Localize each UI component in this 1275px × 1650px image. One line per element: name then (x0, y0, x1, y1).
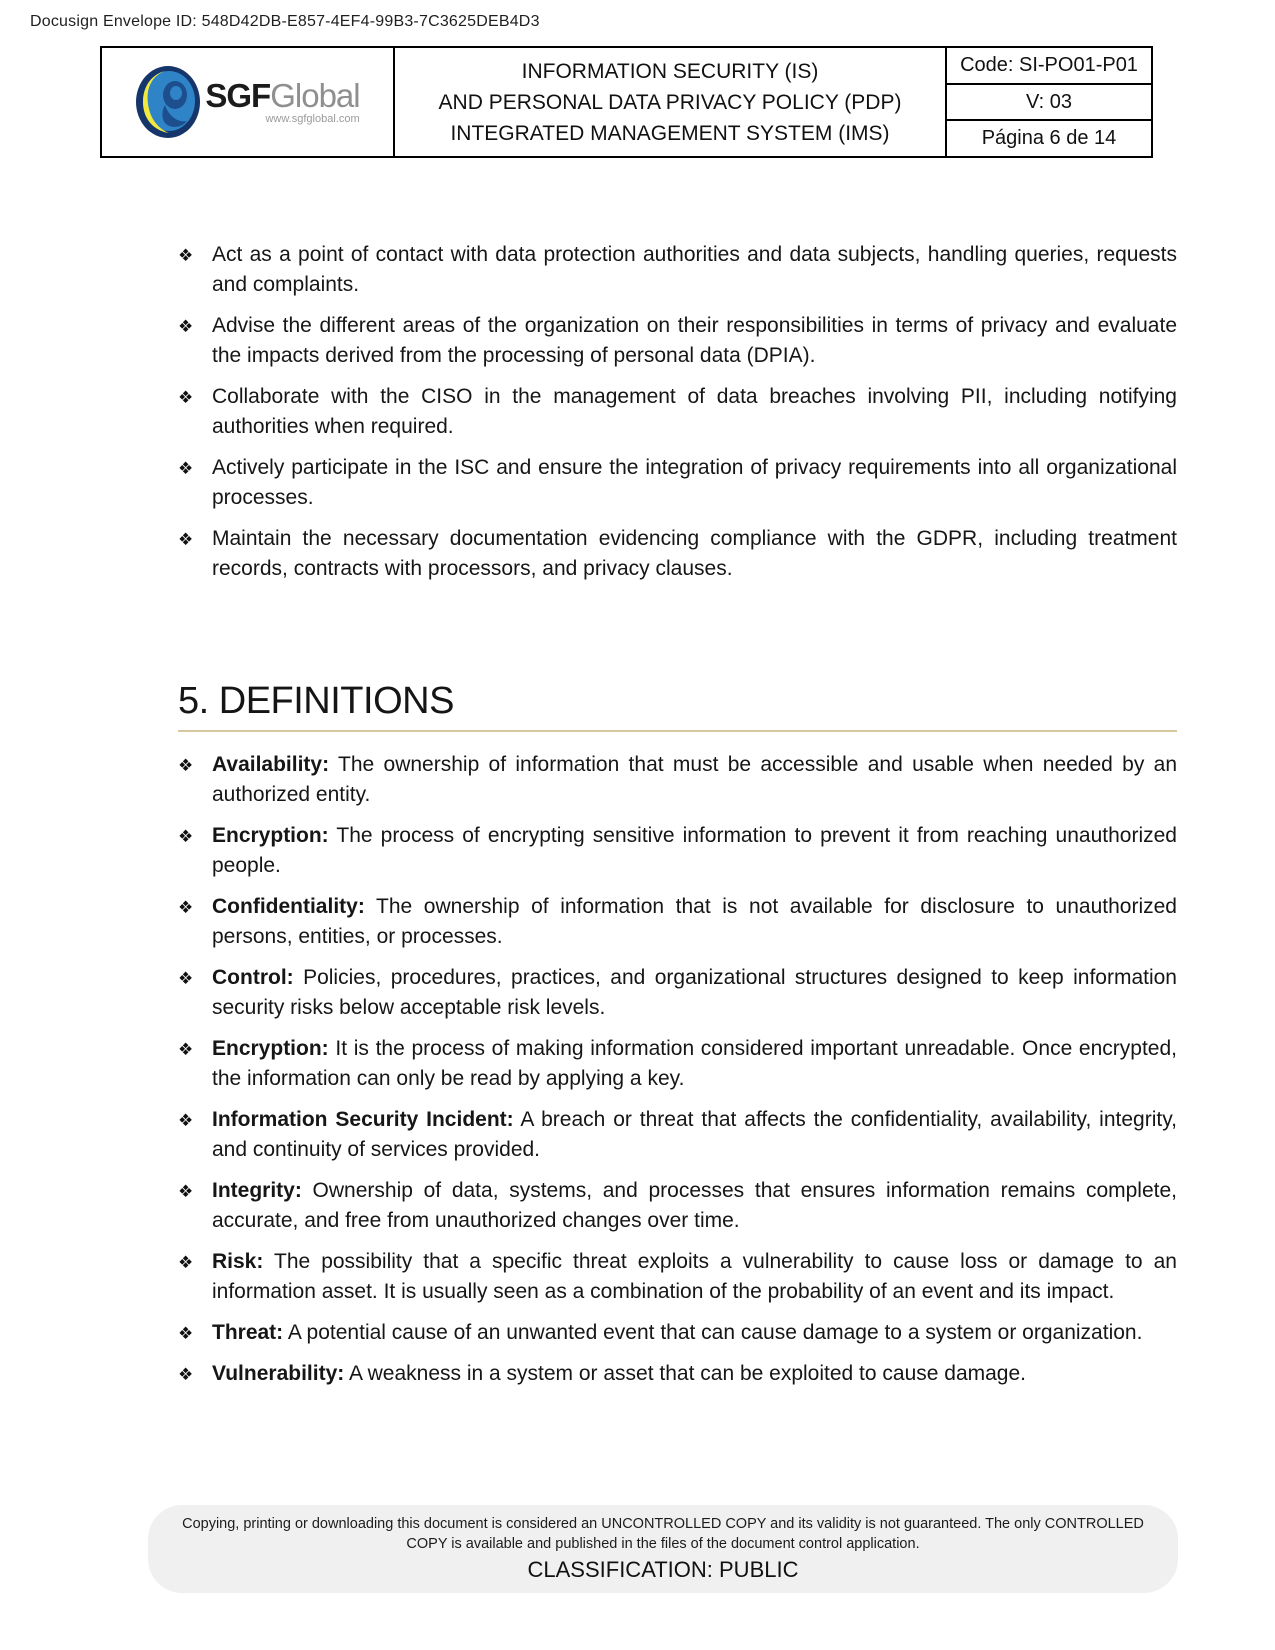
title-line-3: INTEGRATED MANAGEMENT SYSTEM (IMS) (450, 121, 890, 145)
definition-term: Vulnerability: (212, 1362, 345, 1385)
definition-term: Confidentiality: (212, 895, 365, 918)
title-line-2: AND PERSONAL DATA PRIVACY POLICY (PDP) (438, 90, 902, 114)
definition-item (178, 892, 1177, 952)
list-item-text: Collaborate with the CISO in the management of data breaches involving PII, including notifying authorities when required. (212, 385, 1177, 438)
definition-term: Threat: (212, 1321, 284, 1344)
definition-item (178, 963, 1177, 1023)
list-item-text: Act as a point of contact with data protection authorities and data subjects, handling queries, requests and complaints. (212, 243, 1177, 296)
logo-cell (102, 48, 395, 156)
list-item (178, 311, 1177, 371)
document-version: V: 03 (947, 83, 1151, 120)
document-page-number: Página 6 de 14 (947, 119, 1151, 156)
diamond-bullet-icon: ❖ (178, 459, 194, 478)
diamond-bullet-icon: ❖ (178, 827, 194, 846)
list-item-text: Advise the different areas of the organization on their responsibilities in terms of privacy and evaluate the impacts derived from the processing of personal data (DPIA). (212, 314, 1177, 367)
definition-text: A breach or threat that affects the confidentiality, availability, integrity, and continuity of services provided. (212, 1108, 1177, 1161)
logo-website: www.sgfglobal.com (265, 113, 360, 125)
diamond-bullet-icon: ❖ (178, 1324, 194, 1343)
diamond-bullet-icon: ❖ (178, 756, 194, 775)
heading-rule (178, 730, 1177, 732)
definition-term: Control: (212, 966, 294, 989)
definition-text: Policies, procedures, practices, and organizational structures designed to keep information security risks below acceptable risk levels. (212, 966, 1177, 1019)
definition-item (178, 1105, 1177, 1165)
section-heading-definitions: 5. DEFINITIONS (178, 680, 454, 722)
definition-text: The ownership of information that must be accessible and usable when needed by an authorized entity. (212, 753, 1177, 806)
definition-item (178, 1318, 1177, 1348)
logo-brand-light: Global (270, 77, 360, 114)
logo-brand-bold: SGF (205, 77, 271, 114)
list-item (178, 240, 1177, 300)
definition-text: The possibility that a specific threat exploits a vulnerability to cause loss or damage to an information asset. It is usually seen as a combination of the probability of an event and its impact. (212, 1250, 1177, 1303)
definition-term: Information Security Incident: (212, 1108, 514, 1131)
document-title-cell (395, 48, 945, 156)
diamond-bullet-icon: ❖ (178, 1182, 194, 1201)
definition-text: A potential cause of an unwanted event that can cause damage to a system or organization. (287, 1321, 1143, 1344)
list-item (178, 524, 1177, 584)
list-item-text: Actively participate in the ISC and ensure the integration of privacy requirements into all organizational processes. (212, 456, 1177, 509)
definition-item (178, 821, 1177, 881)
document-code: Code: SI-PO01-P01 (960, 53, 1138, 76)
docusign-envelope-id: Docusign Envelope ID: 548D42DB-E857-4EF4-99B3-7C3625DEB4D3 (30, 13, 540, 30)
definition-item (178, 750, 1177, 810)
diamond-bullet-icon: ❖ (178, 1253, 194, 1272)
diamond-bullet-icon: ❖ (178, 1365, 194, 1384)
globe-icon (135, 65, 201, 139)
diamond-bullet-icon: ❖ (178, 969, 194, 988)
diamond-bullet-icon: ❖ (178, 246, 194, 265)
definition-term: Encryption: (212, 1037, 329, 1060)
definition-text: Ownership of data, systems, and processes that ensures information remains complete, accurate, and free from unauthorized changes over time. (212, 1179, 1177, 1232)
diamond-bullet-icon: ❖ (178, 530, 194, 549)
definition-text: A weakness in a system or asset that can be exploited to cause damage. (348, 1362, 1026, 1385)
list-item (178, 453, 1177, 513)
document-header-table (100, 46, 1153, 158)
diamond-bullet-icon: ❖ (178, 388, 194, 407)
company-logo (135, 65, 359, 139)
definition-item (178, 1176, 1177, 1236)
diamond-bullet-icon: ❖ (178, 317, 194, 336)
footer-notice-box (148, 1505, 1178, 1593)
diamond-bullet-icon: ❖ (178, 1111, 194, 1130)
definition-text: The process of encrypting sensitive information to prevent it from reaching unauthorized people. (212, 824, 1177, 877)
definition-item (178, 1359, 1177, 1389)
definition-term: Encryption: (212, 824, 329, 847)
document-meta-cell (945, 48, 1151, 156)
definition-term: Integrity: (212, 1179, 302, 1202)
logo-text (205, 79, 359, 125)
definition-item (178, 1247, 1177, 1307)
diamond-bullet-icon: ❖ (178, 1040, 194, 1059)
list-item-text: Maintain the necessary documentation evidencing compliance with the GDPR, including treatment records, contracts with processors, and privacy clauses. (212, 527, 1177, 580)
document-body (178, 240, 1177, 1400)
diamond-bullet-icon: ❖ (178, 898, 194, 917)
title-line-1: INFORMATION SECURITY (IS) (521, 59, 819, 83)
definition-text: The ownership of information that is not available for disclosure to unauthorized persons, entities, or processes. (212, 895, 1177, 948)
responsibilities-list (178, 240, 1177, 584)
uncontrolled-copy-notice: Copying, printing or downloading this document is considered an UNCONTROLLED COPY and its validity is not guaranteed. The only CONTROLLED COPY is available and published in the files of the document control application. (182, 1516, 1144, 1552)
definition-term: Availability: (212, 753, 330, 776)
list-item (178, 382, 1177, 442)
classification-label: CLASSIFICATION: PUBLIC (527, 1557, 799, 1582)
definition-item (178, 1034, 1177, 1094)
definition-text: It is the process of making information considered important unreadable. Once encrypted, the information can only be read by applying a key. (212, 1037, 1177, 1090)
definition-term: Risk: (212, 1250, 264, 1273)
definitions-list (178, 750, 1177, 1389)
